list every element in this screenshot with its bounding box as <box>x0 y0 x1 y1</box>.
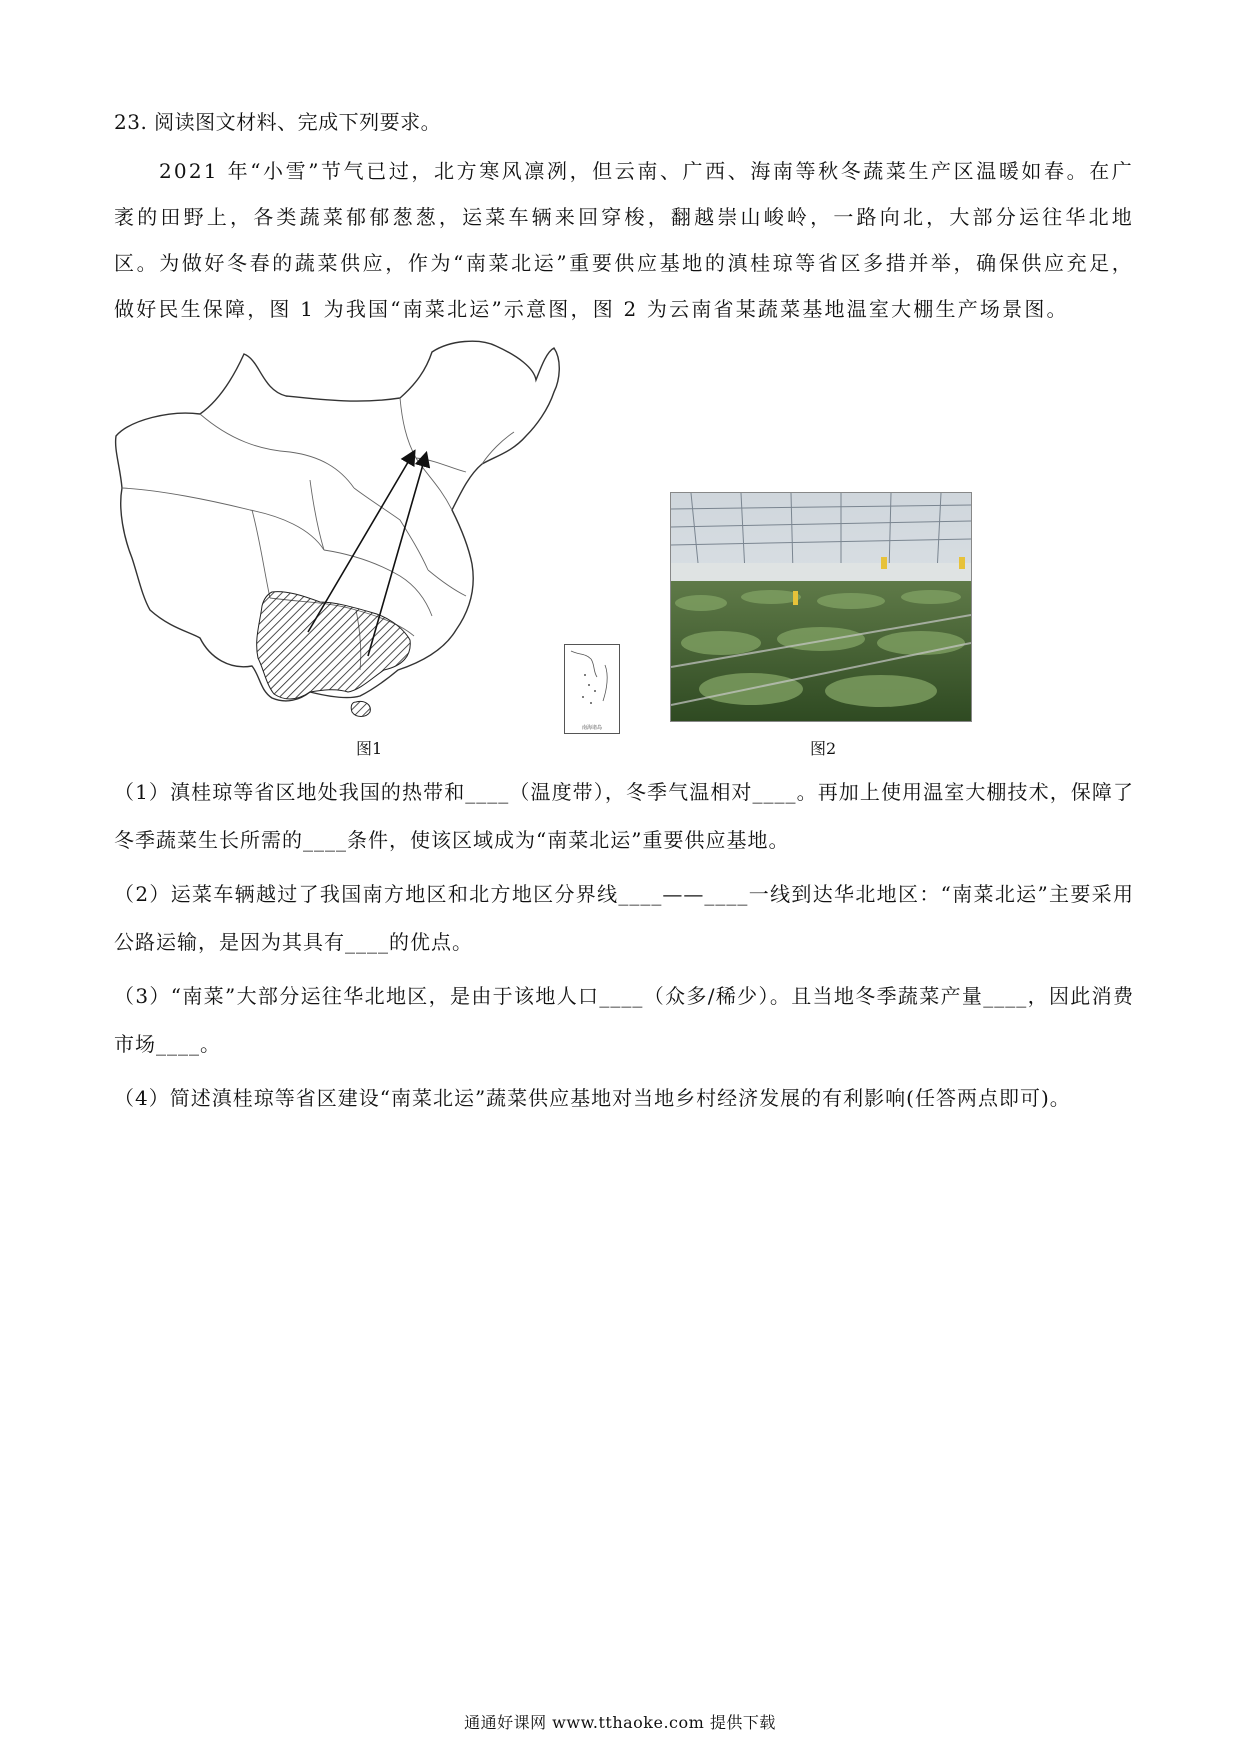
arrow-yunnan-to-north <box>308 452 414 632</box>
question-intro: 2021 年“小雪”节气已过，北方寒风凛冽，但云南、广西、海南等秋冬蔬菜生产区温暖如春。在广袤的田野上，各类蔬菜郁郁葱葱，运菜车辆来回穿梭，翻越崇山峻岭，一路向北，大部分运往华北地区。为做好冬春的蔬菜供应，作为“南菜北运”重要供应基地的滇桂琼等省区多措并举，确保供应充足，做好民生保障，图 1 为我国“南菜北运”示意图，图 2 为云南省某蔬菜基地温室大棚生产场景图。 <box>114 159 1134 321</box>
inset-caption: 南海诸岛 <box>581 725 602 731</box>
figure-1-caption: 图1 <box>356 739 383 758</box>
subquestion-1: （1）滇桂琼等省区地处我国的热带和____（温度带），冬季气温相对____。再加上使用温室大棚技术，保障了冬季蔬菜生长所需的____条件，使该区域成为“南菜北运”重要供应基地。 <box>114 780 1134 852</box>
greenhouse-photo <box>670 492 972 722</box>
subquestion-2: （2）运菜车辆越过了我国南方地区和北方地区分界线____——____一线到达华北地区：“南菜北运”主要采用公路运输，是因为其具有____的优点。 <box>114 882 1134 954</box>
figure-2-caption: 图2 <box>810 739 837 758</box>
greenhouse-illustration <box>671 493 971 721</box>
subquestion-4: （4）简述滇桂琼等省区建设“南菜北运”蔬菜供应基地对当地乡村经济发展的有利影响(任答两点即可)。 <box>114 1086 1071 1110</box>
subquestion-list <box>114 768 1134 1128</box>
hainan-island <box>351 701 370 716</box>
question-title: 23. 阅读图文材料、完成下列要求。 <box>114 110 442 134</box>
subquestion-3: （3）“南菜”大部分运往华北地区，是由于该地人口____（众多/稀少）。且当地冬季蔬菜产量____，因此消费市场____。 <box>114 984 1134 1056</box>
hatched-region <box>257 592 411 699</box>
south-china-sea-inset <box>564 644 620 734</box>
inset-sketch <box>565 645 619 725</box>
page-footer: 通通好课网 www.tthaoke.com 提供下载 <box>464 1713 776 1732</box>
china-map <box>110 340 570 750</box>
figure-area <box>110 340 990 760</box>
